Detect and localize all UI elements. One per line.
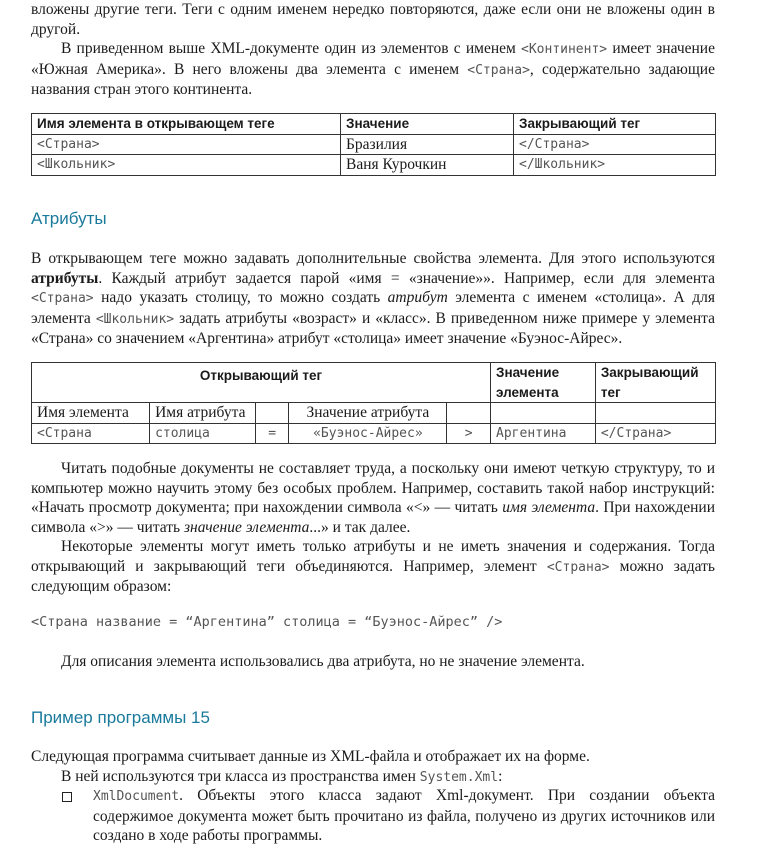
paragraph: В ней используются три класса из пространства имен System.Xml: <box>61 767 503 785</box>
inline-code: XmlDocument <box>93 789 180 804</box>
paragraph: Следующая программа считывает данные из XML-файла и отображает их на форме. <box>31 748 590 765</box>
column-header: Открывающий тег <box>32 363 491 403</box>
inline-code: <Страна> <box>546 559 610 575</box>
paragraph: Некоторые элементы могут иметь только атрибуты и не иметь значения и содержания. Тогда открывающий и закрывающий теги объединяются. Например, элемент <Страна> можно задать следующим образом: <box>31 538 715 595</box>
attributes-text <box>31 249 715 349</box>
table-row: <Школьник> Ваня Курочкин </Школьник> <box>32 155 716 176</box>
paragraph: Для описания элемента использовались два атрибута, но не значение элемента. <box>61 653 585 670</box>
paragraph: вложены другие теги. Теги с одним именем нередко повторяются, даже если они не вложены один в другой. <box>31 1 715 38</box>
tags-table <box>31 113 716 176</box>
intro-text <box>31 0 715 100</box>
inline-code: <Континент> <box>521 42 608 57</box>
inline-code: System.Xml <box>419 769 499 785</box>
paragraph: Читать подобные документы не составляет труда, а поскольку они имеют четкую структуру, то и компьютер можно научить этому без особых проблем. Например, составить такой набор инструкций: «Начать просмотр документа; при нахождении символа «<» — читать имя элемента. При нахождении символа «>» — читать значение элемента...» и так далее. <box>31 460 715 536</box>
column-header: Значение элемента <box>491 363 596 403</box>
column-header: Значение <box>341 114 514 135</box>
section-heading: Пример программы 15 <box>31 708 210 727</box>
inline-code: <Страна> <box>467 62 530 78</box>
attribute-table: Открывающий тег Значение элемента Закрывающий тег Имя элемента Имя атрибута Значение атрибута <Страна столица = «Буэнос-Айрес» > Аргентина </Страна> <box>31 362 716 444</box>
column-header: Закрывающий тег <box>595 363 715 403</box>
inline-code: <Страна> <box>31 291 94 306</box>
table-row: <Страна> Бразилия </Страна> <box>32 134 716 155</box>
code-line: <Страна название = “Аргентина” столица = “Буэнос-Айрес” /> <box>31 614 503 630</box>
column-header: Закрывающий тег <box>514 114 716 135</box>
paragraph: В приведенном выше XML-документе один из элементов с именем <Континент> имеет значение «Южная Америка». В него вложены два элемента с именем <Страна>, содержательно задающие названия стран этого континента. <box>31 40 715 98</box>
program-text <box>31 747 715 787</box>
section-heading: Атрибуты <box>31 209 107 228</box>
paragraph: В открывающем теге можно задавать дополнительные свойства элемента. Для этого используются атрибуты. Каждый атрибут задается парой «имя = «значение»». Например, если для элемента <Страна> надо указать столицу, то можно создать атрибут элемента с именем «столица». А для элемента <Школьник> задать атрибуты «возраст» и «класс». В приведенном ниже примере у элемента «Страна» со значением «Аргентина» атрибут «столица» имеет значение «Буэнос-Айрес». <box>31 250 715 347</box>
checkbox-bullet-icon <box>62 789 75 802</box>
column-header: Имя элемента в открывающем теге <box>32 114 341 135</box>
table-row: <Страна столица = «Буэнос-Айрес» > Аргентина </Страна> <box>32 423 716 444</box>
list-item: XmlDocument. Объекты этого класса задают Xml-документ. При создании объекта содержимое документа может быть прочитано из файла, получено из других источников или создано в ходе работы программы. <box>93 787 715 844</box>
reading-text <box>31 459 715 597</box>
inline-code: <Школьник> <box>95 311 175 327</box>
